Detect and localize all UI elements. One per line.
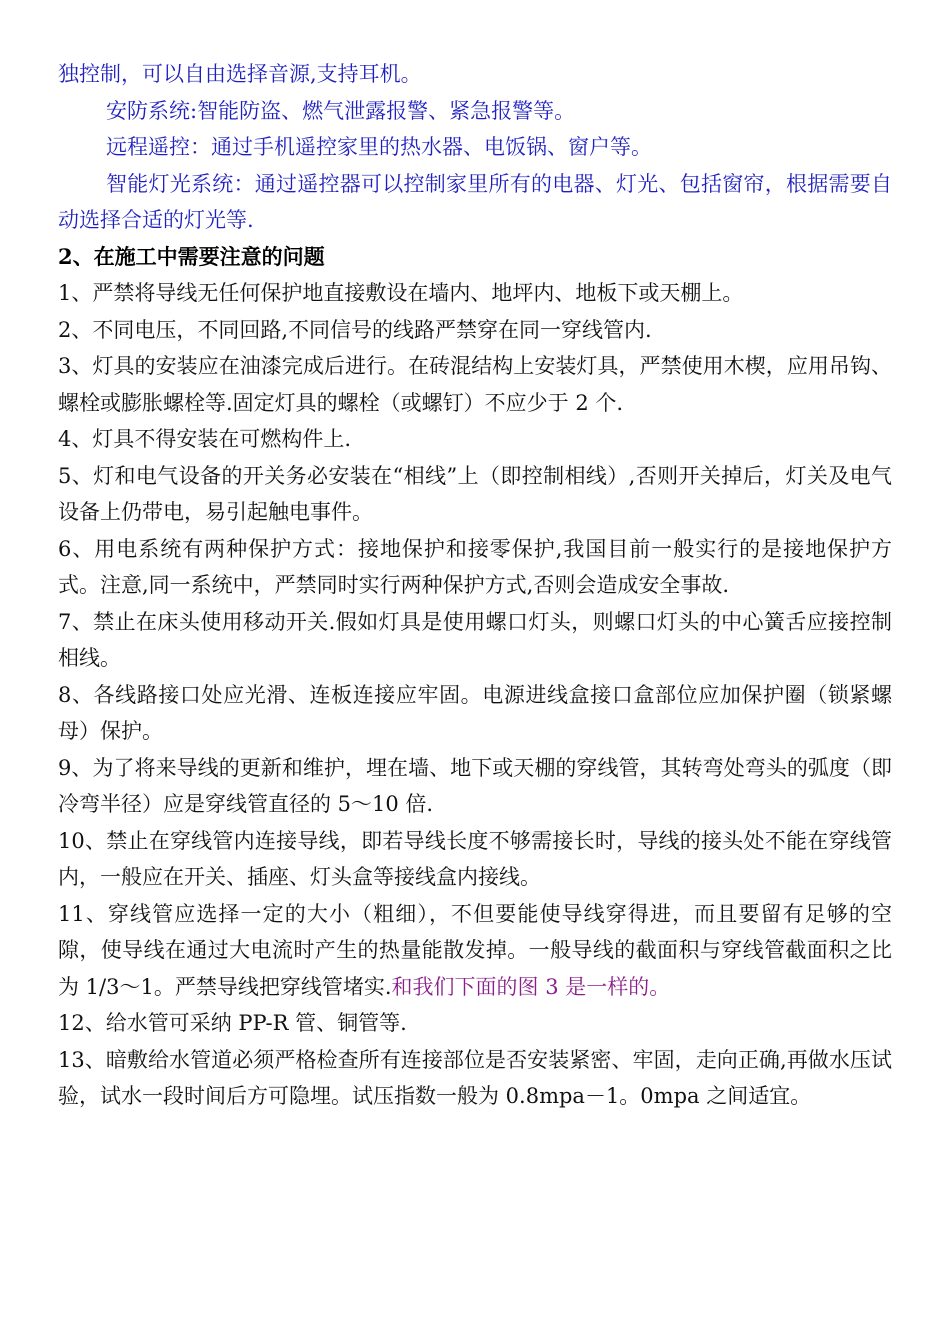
- list-item-6: 6、用电系统有两种保护方式：接地保护和接零保护,我国目前一般实行的是接地保护方式。注意,同一系统中，严禁同时实行两种保护方式,否则会造成安全事故.: [58, 536, 892, 597]
- intro-line-remote: 远程遥控：通过手机遥控家里的热水器、电饭锅、窗户等。: [106, 135, 652, 159]
- list-item-10: 10、禁止在穿线管内连接导线，即若导线长度不够需接长时，导线的接头处不能在穿线管内，一般应在开关、插座、灯头盒等接线盒内接线。: [58, 828, 892, 889]
- list-item-12: 12、给水管可采纳 PP-R 管、铜管等.: [58, 1011, 407, 1035]
- list-item-4: 4、灯具不得安装在可燃构件上.: [58, 427, 352, 451]
- section-heading: 2、在施工中需要注意的问题: [58, 243, 325, 269]
- list-item-9: 9、为了将来导线的更新和维护，埋在墙、地下或天棚的穿线管，其转弯处弯头的弧度（即冷弯半径）应是穿线管直径的 5～10 倍.: [58, 755, 892, 816]
- list-item-5: 5、灯和电气设备的开关务必安装在“相线”上（即控制相线）,否则开关掉后，灯关及电气设备上仍带电，易引起触电事件。: [58, 463, 892, 524]
- list-item-11: [58, 896, 892, 1006]
- document-page: [58, 56, 892, 1115]
- intro-line-1: 独控制，可以自由选择音源,支持耳机。: [58, 62, 422, 86]
- list-item-11-highlight: 和我们下面的图 3 是一样的。: [391, 974, 671, 999]
- list-item-13: 13、暗敷给水管道必须严格检查所有连接部位是否安装紧密、牢固，走向正确,再做水压试验，试水一段时间后方可隐埋。试压指数一般为 0.8mpa－1。0mpa 之间适宜。: [58, 1047, 892, 1108]
- list-item-8: 8、各线路接口处应光滑、连板连接应牢固。电源进线盒接口盒部位应加保护圈（锁紧螺母）保护。: [58, 682, 892, 743]
- list-item-1: 1、严禁将导线无任何保护地直接敷设在墙内、地坪内、地板下或天棚上。: [58, 281, 744, 305]
- intro-line-lighting: 智能灯光系统：通过遥控器可以控制家里所有的电器、灯光、包括窗帘，根据需要自动选择合适的灯光等.: [58, 171, 892, 232]
- list-item-3: 3、灯具的安装应在油漆完成后进行。在砖混结构上安装灯具，严禁使用木楔，应用吊钩、螺栓或膨胀螺栓等.固定灯具的螺栓（或螺钉）不应少于 2 个.: [58, 354, 892, 415]
- list-item-11-text: 11、穿线管应选择一定的大小（粗细），不但要能使导线穿得进，而且要留有足够的空隙，使导线在通过大电流时产生的热量能散发掉。一般导线的截面积与穿线管截面积之比为 1/3～1。严禁导线把穿线管堵实.: [58, 901, 892, 999]
- intro-line-security: 安防系统:智能防盗、燃气泄露报警、紧急报警等。: [106, 98, 576, 123]
- list-item-2: 2、不同电压，不同回路,不同信号的线路严禁穿在同一穿线管内.: [58, 317, 652, 342]
- list-item-7: 7、禁止在床头使用移动开关.假如灯具是使用螺口灯头，则螺口灯头的中心簧舌应接控制相线。: [58, 609, 892, 670]
